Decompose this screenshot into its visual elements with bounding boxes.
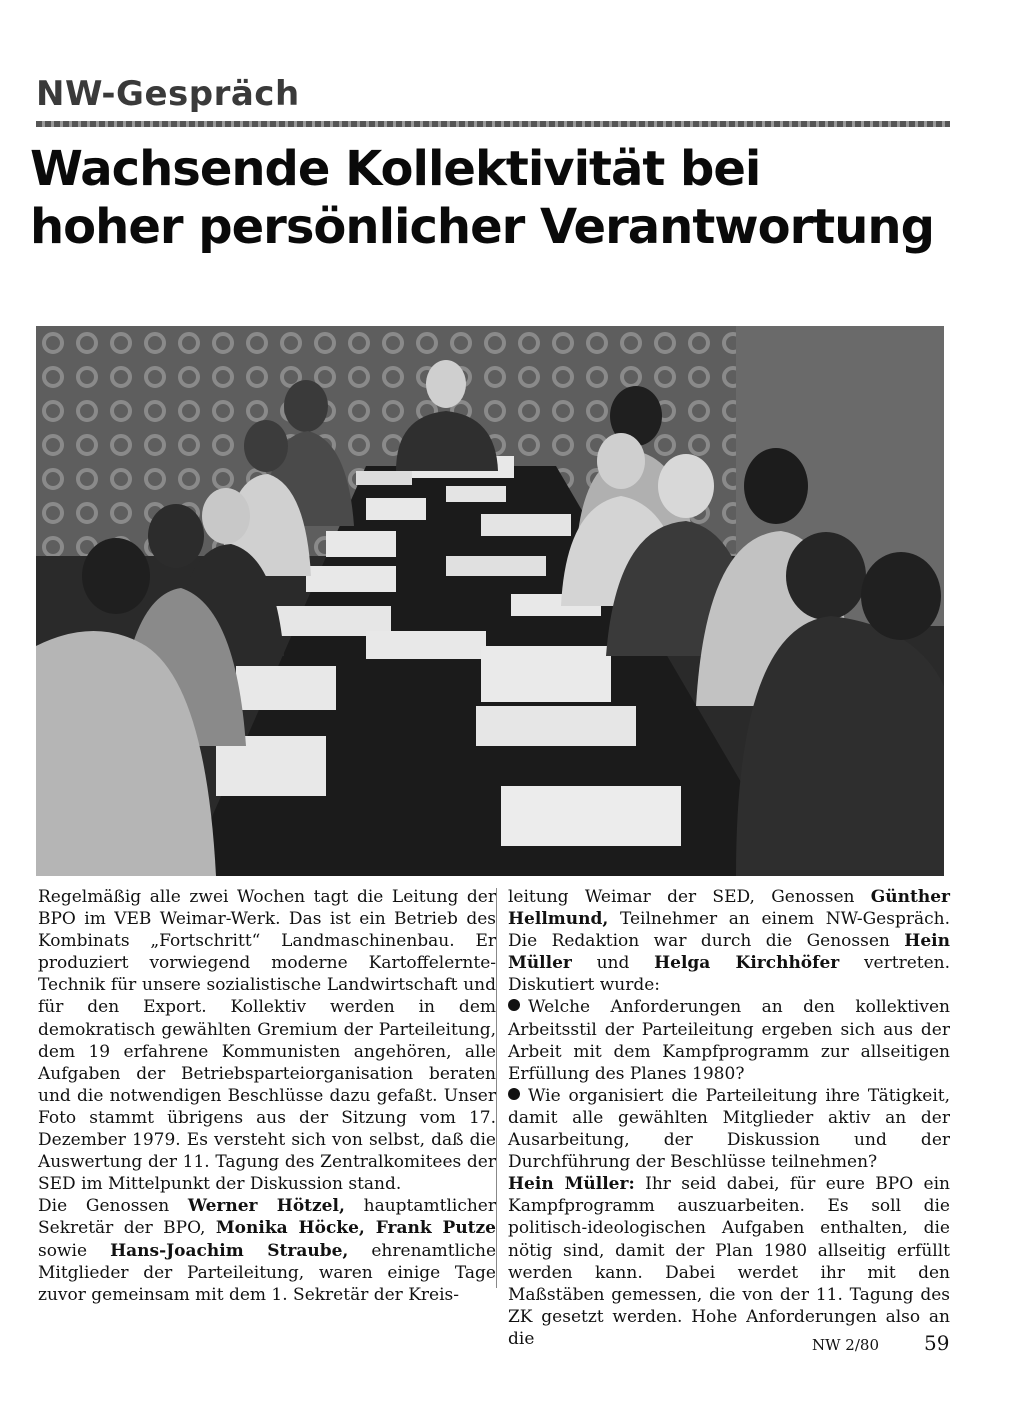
text-run: und (571, 953, 655, 974)
paper (366, 498, 426, 520)
text-run: sowie (38, 1240, 111, 1261)
meeting-photo-illustration (36, 326, 944, 876)
text-run: Die Genossen (38, 1196, 188, 1217)
answer-paragraph (508, 1173, 950, 1350)
paper (326, 531, 396, 557)
intro-paragraph: Regelmäßig alle zwei Wochen tagt die Leitung der BPO im VEB Weimar-Werk. Das ist ein Betrieb des Kombinats „Fortschritt“ Landmaschinenbau. Er produziert vorwiegend moderne Kartoffelernte-Technik für unsere sozialistische Landwirtschaft und für den Export. Kollektiv werden in dem demokratisch gewählten Gremium der Parteileitung, dem 19 erfahrene Kommunisten angehören, alle Aufgaben der Betriebsparteiorganisation beraten und die notwendigen Beschlüsse dazu gefaßt. Unser Foto stammt übrigens aus der Sitzung vom 17. Dezember 1979. Es versteht sich von selbst, daß die Auswertung der 11. Tagung des Zentralkomitees der SED im Mittelpunkt der Diskussion stand. (38, 887, 496, 1195)
paper (481, 514, 571, 536)
question-2-text: Wie organisiert die Parteileitung ihre Tätigkeit, damit alle gewählten Mitglieder aktiv an der Ausarbeitung, der Diskussion und der Durchführung der Beschlüsse teilnehmen? (508, 1085, 950, 1173)
text-run: leitung Weimar der SED, Genossen (508, 887, 871, 907)
person-head (426, 360, 466, 408)
paper (501, 786, 681, 846)
bullet-icon (508, 1088, 520, 1100)
bullet-icon (508, 999, 520, 1011)
text-run: hauptamtlicher Sekretär der BPO, (38, 1196, 496, 1239)
page-number: 59 (924, 1331, 950, 1355)
text-run: ehrenamtliche Mitglieder der Parteileitung, waren einige Tage zuvor gemeinsam mit dem 1. Sekretär der Kreis- (38, 1240, 497, 1305)
name-hoetzel: Werner Hötzel, (187, 1196, 345, 1217)
kicker-label: NW-Gespräch (36, 74, 300, 114)
paper (356, 471, 412, 485)
headline-line-1: Wachsende Kollektivität bei (30, 141, 761, 197)
name-mueller: Hein Müller (508, 931, 950, 974)
article-column-1 (38, 886, 496, 1306)
text-run: vertreten. Diskutiert wurde: (508, 953, 950, 996)
name-straube: Hans-Joachim Straube, (110, 1240, 349, 1261)
paper (481, 646, 611, 702)
participants-paragraph (38, 1195, 496, 1305)
paper (366, 631, 486, 659)
headline (30, 140, 960, 256)
column-divider (496, 888, 497, 1288)
issue-label: NW 2/80 (812, 1336, 879, 1354)
paper (476, 706, 636, 746)
question-2 (508, 1085, 950, 1173)
headline-line-2: hoher persönlicher Verantwortung (30, 199, 934, 255)
name-hellmund: Günther Hellmund, (508, 887, 950, 930)
paper (236, 666, 336, 710)
kicker-rule (36, 121, 950, 127)
question-1-text: Welche Anforderungen an den kollektiven Arbeitsstil der Parteileitung ergeben sich aus der Arbeit mit dem Kampfprogramm zur allseitigen Erfüllung des Planes 1980? (508, 997, 950, 1084)
paper (446, 486, 506, 502)
paper (306, 566, 396, 592)
question-1 (508, 996, 950, 1084)
speaker-name: Hein Müller: (508, 1174, 635, 1195)
article-column-2 (508, 886, 950, 1350)
meeting-photo (36, 326, 944, 876)
text-run: Teilnehmer an einem NW-Gespräch. Die Redaktion war durch die Genossen (508, 909, 950, 952)
name-kirchhoefer: Helga Kirchhöfer (654, 953, 840, 974)
name-hoecke-putze: Monika Höcke, Frank Putze (215, 1218, 496, 1239)
paper (446, 556, 546, 576)
answer-text: Ihr seid dabei, für eure BPO ein Kampfprogramm auszuarbeiten. Es soll die politisch-ideologischen Aufgaben enthalten, die nötig sind, damit der Plan 1980 allseitig erfüllt werden kann. Dabei werdet ihr mit den Maßstäben gemessen, die von der 11. Tagung des ZK gesetzt werden. Hohe Anforderungen also an die (508, 1174, 950, 1349)
continuation-paragraph (508, 886, 950, 996)
